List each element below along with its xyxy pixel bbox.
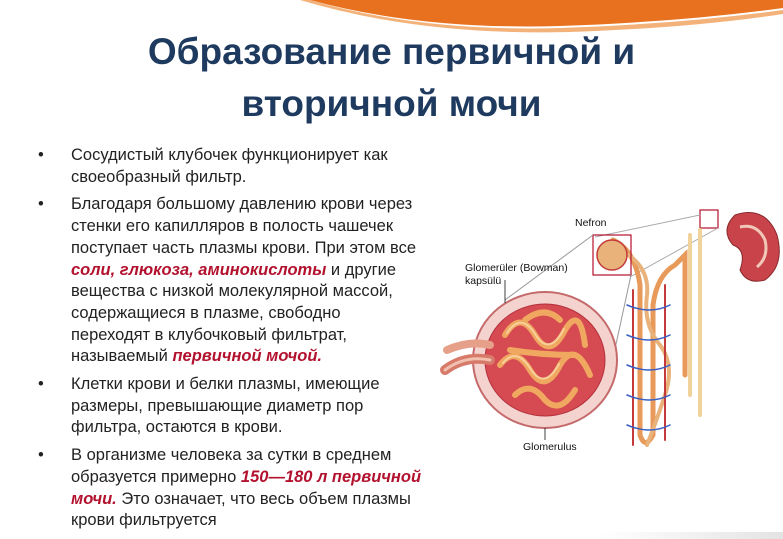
bullet-dot: • [38, 375, 44, 394]
label-bowman-line-1: Glomerüler (Bowman) [465, 262, 568, 274]
bullet-text: Это означает, что весь объем плазмы крови фильтруется [71, 489, 411, 530]
small-glomerulus [597, 240, 627, 270]
bullet-text: Сосудистый клубочек функционирует как своеобразный фильтр. [71, 146, 388, 186]
bullet-item [38, 194, 423, 368]
bullet-item [38, 374, 423, 439]
slide-title [60, 26, 723, 130]
bullet-text: и другие вещества с низкой молекулярной массой, содержащиеся в плазме, свободно переходят в клубочковый фильтрат, называемый [71, 260, 396, 366]
highlight-primary-urine: первичной мочой. [172, 347, 322, 366]
label-glomerulus: Glomerulus [523, 441, 577, 453]
bullet-dot: • [38, 146, 44, 164]
bullet-text: Благодаря большому давлению крови через стенки его капилляров в полость чашечек поступает часть плазмы крови. При этом все [71, 195, 417, 257]
label-bowman-capsule [465, 262, 568, 288]
kidney-icon [700, 210, 779, 281]
nephron-drawing [435, 195, 783, 475]
title-line-1: Образование первичной и [147, 31, 636, 72]
nephron-illustration [435, 195, 783, 475]
title-line-2: вторичной мочи [241, 83, 542, 124]
label-bowman-line-2: kapsülü [465, 275, 502, 287]
bullet-list [38, 145, 423, 538]
footer-decoration [600, 532, 783, 539]
highlight-salts: соли, глюкоза, аминокислоты [71, 260, 327, 279]
label-nefron: Nefron [575, 217, 607, 229]
highlight-volume: 150—180 л первичной мочи. [71, 467, 422, 508]
bullet-dot: • [38, 446, 44, 465]
bullet-dot: • [38, 195, 44, 214]
bullet-item [38, 445, 423, 532]
glomerulus-closeup [445, 292, 617, 428]
bullet-text: Клетки крови и белки плазмы, имеющие размеры, превышающие диаметр пор фильтра, остаются в крови. [71, 375, 380, 437]
bullet-text: В организме человека за сутки в среднем образуется примерно [71, 446, 392, 486]
bullet-item [38, 145, 423, 188]
